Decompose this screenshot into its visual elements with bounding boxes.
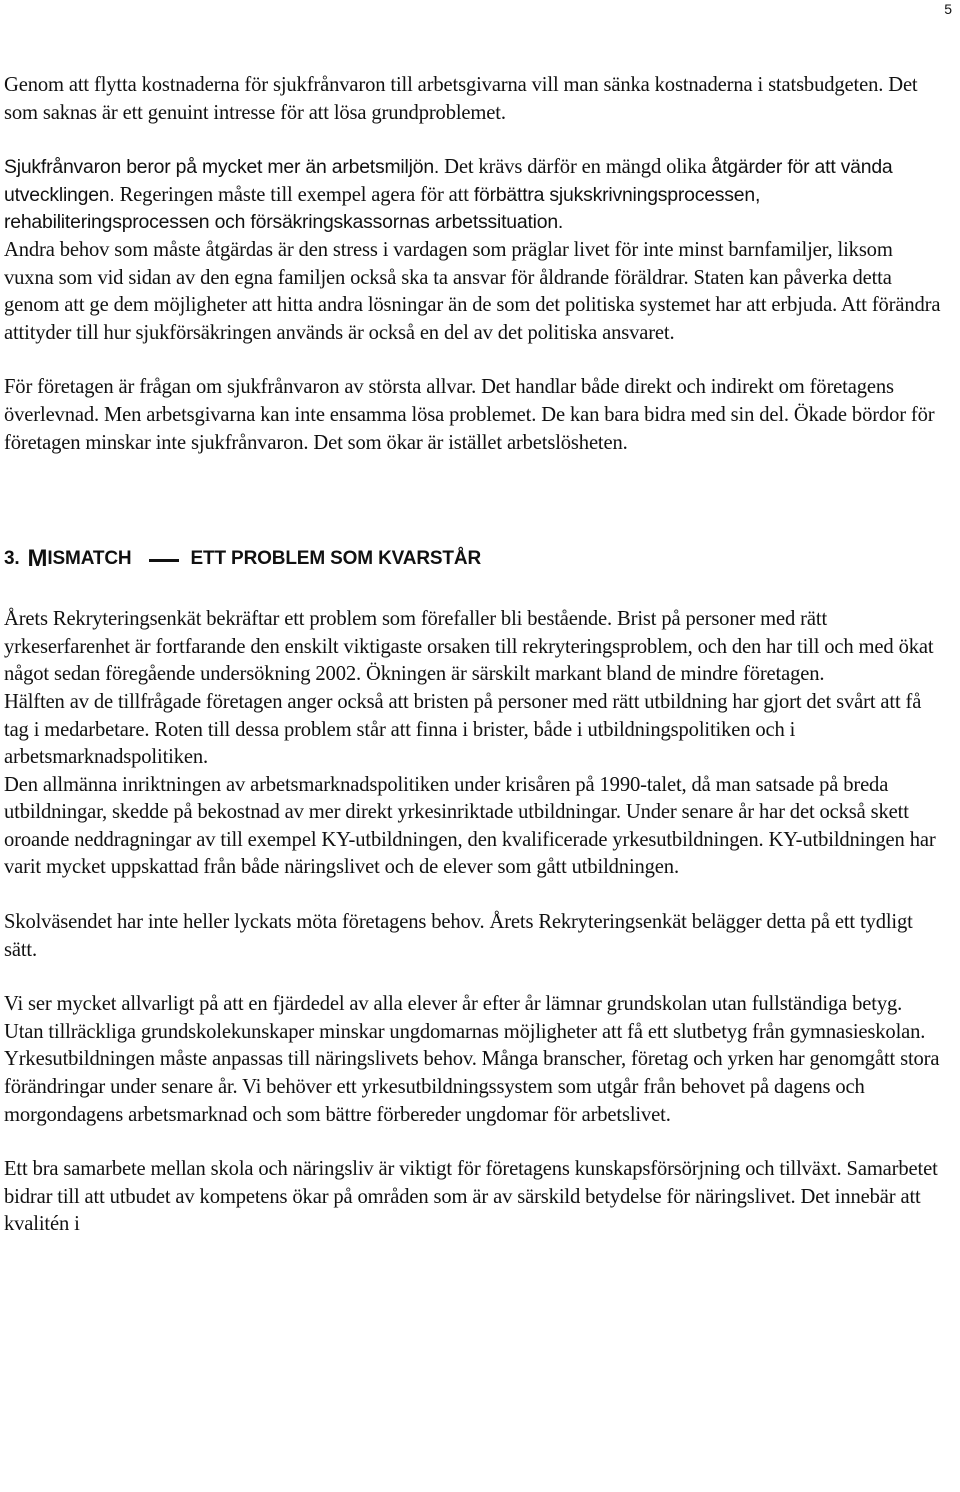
section-title-initial: M: [27, 544, 48, 572]
document-body: [4, 72, 944, 1239]
paragraph-spacer: [4, 511, 944, 536]
paragraph-spacer: [4, 347, 944, 374]
intro-paragraph-2-part-e: förbättra sjukskrivningsprocessen, rehabiliteringsprocessen och försäkringskassornas arbetssituation.: [4, 183, 761, 234]
section-title-dash: [149, 559, 179, 562]
paragraph-spacer: [4, 1129, 944, 1156]
intro-paragraph-3: Andra behov som måste åtgärdas är den stress i vardagen som präglar livet för inte minst barnfamiljer, liksom vuxna som vid sidan av den egna familjen också ska ta ansvar för åldrande föräldrar. Staten kan påverka detta genom att ge dem möjligheter att hitta andra lösningar än de som det politiska systemet har att erbjuda. Att förändra attityder till hur sjukförsäkringen används är också en del av det politiska ansvaret.: [4, 238, 941, 344]
section-number: 3.: [4, 547, 20, 569]
body-paragraph-4: Skolväsendet har inte heller lyckats möta företagens behov. Årets Rekryteringsenkät belägger detta på ett tydligt sätt.: [4, 911, 913, 961]
intro-paragraph-2-part-d: Regeringen måste till exempel agera för att: [114, 183, 474, 206]
intro-paragraph-2: [4, 154, 944, 237]
intro-paragraph-2-part-b: Det krävs därför en mängd olika: [439, 156, 712, 179]
intro-paragraph-1: Genom att flytta kostnaderna för sjukfrånvaron till arbetsgivarna vill man sänka kostnaderna i statsbudgeten. Det som saknas är ett genuint intresse för att lösa grundproblemet.: [4, 74, 918, 124]
intro-paragraph-4: För företagen är frågan om sjukfrånvaron av största allvar. Det handlar både direkt och indirekt om företagens överlevnad. Men arbetsgivarna kan inte ensamma lösa problemet. De kan bara bidra med sin del. Ökade bördor för företagen minskar inte sjukfrånvaron. Det som ökar är istället arbetslösheten.: [4, 376, 935, 454]
paragraph-spacer: [4, 484, 944, 511]
body-paragraph-1: Årets Rekryteringsenkät bekräftar ett problem som förefaller bli bestående. Brist på personer med rätt yrkeserfarenhet är fortfarande den enskilt viktigaste orsaken till rekryteringsproblem, och den har till och med ökat något sedan föregående undersökning 2002. Ökningen är särskilt markant bland de mindre företagen.: [4, 608, 934, 686]
body-paragraph-3: Den allmänna inriktningen av arbetsmarknadspolitiken under krisåren på 1990-talet, då man satsade på breda utbildningar, skedde på bekostnad av mer direkt yrkesinriktade utbildningar. Under senare år har det också skett oroande neddragningar av till exempel KY-utbildningen, den kvalificerade yrkesutbildningen. KY-utbildningen har varit mycket uppskattad från både näringslivet och de elever som gått utbildningen.: [4, 773, 936, 879]
paragraph-spacer: [4, 964, 944, 991]
section-title-rest: ISMATCH: [47, 547, 132, 569]
body-paragraph-6: Ett bra samarbete mellan skola och näringsliv är viktigt för företagens kunskapsförsörjning och tillväxt. Samarbetet bidrar till att utbudet av kompetens ökar på områden som är av särskild betydelse för näringslivet. Det innebär att kvalitén i: [4, 1158, 938, 1236]
paragraph-spacer: [4, 882, 944, 909]
body-paragraph-5: Vi ser mycket allvarligt på att en fjärdedel av alla elever år efter år lämnar grundskolan utan fullständiga betyg. Utan tillräckliga grundskolekunskaper minskar ungdomarnas möjligheter att få ett slutbetyg från gymnasieskolan. Yrkesutbildningen måste anpassas till näringslivets behov. Många branscher, företag och yrken har genomgått stora förändringar under senare år. Vi behöver ett yrkesutbildningssystem som utgår från behovet på dagens och morgondagens arbetsmarknad och som bättre förbereder ungdomar för arbetslivet.: [4, 993, 940, 1126]
intro-paragraph-2-part-a: Sjukfrånvaron beror på mycket mer än arbetsmiljön.: [4, 156, 440, 179]
paragraph-spacer: [4, 581, 944, 606]
paragraph-spacer: [4, 127, 944, 154]
section-subtitle: ETT PROBLEM SOM KVARSTÅR: [190, 547, 482, 569]
paragraph-spacer: [4, 457, 944, 484]
intro-paragraph-2-part-c: åtgärder för att vända utvecklingen.: [4, 156, 893, 206]
section-heading: [4, 536, 944, 581]
page-number: 5: [944, 1, 952, 17]
body-paragraph-2: Hälften av de tillfrågade företagen anger också att bristen på personer med rätt utbildning har gjort det svårt att få tag i medarbetare. Roten till dessa problem står att finna i brister, både i utbildningspolitiken och i arbetsmarknadspolitiken.: [4, 690, 922, 769]
